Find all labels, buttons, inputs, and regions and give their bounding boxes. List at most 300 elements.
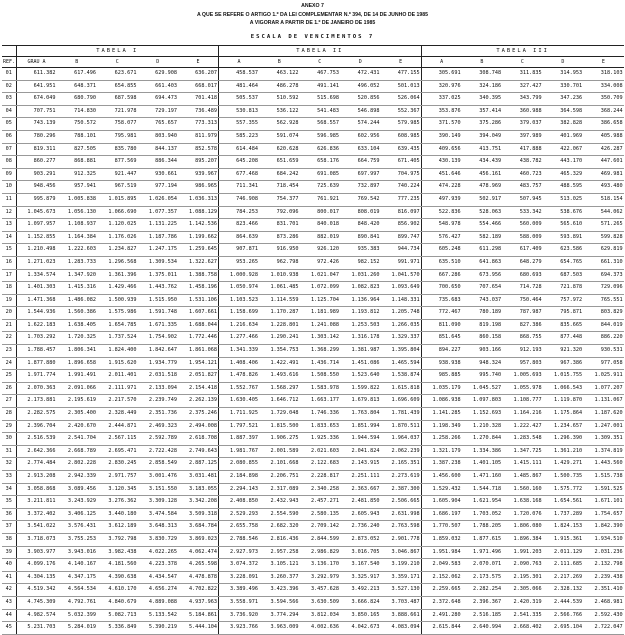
law-reference: A QUE SE REFERE O ARTIGO 1.º DA LEI COMPLEMENTAR N.º 394, DE 14 DE JUNHO DE 1985 <box>196 12 429 18</box>
salary-cell: 2.830.245 <box>97 458 138 471</box>
salary-cell: 2.668.402 <box>502 622 543 635</box>
salary-cell: 1.125.704 <box>300 294 341 307</box>
table-row <box>2 168 624 181</box>
salary-cell: 1.443.762 <box>138 282 179 295</box>
salary-cell: 2.682.320 <box>259 521 300 534</box>
salary-cell: 1.375.011 <box>138 269 179 282</box>
salary-cell: 645.208 <box>219 156 260 169</box>
salary-cell: 379.037 <box>502 118 543 131</box>
salary-cell: 2.091.066 <box>57 382 98 395</box>
salary-cell: 375.286 <box>462 118 503 131</box>
salary-cell: 1.870.511 <box>381 420 422 433</box>
salary-cell: 1.401.303 <box>16 282 57 295</box>
salary-cell: 493.480 <box>583 181 624 194</box>
salary-cell: 636.207 <box>178 68 219 81</box>
salary-cell: 635.510 <box>421 256 462 269</box>
salary-cell: 1.368.299 <box>300 345 341 358</box>
salary-cell: 1.485.867 <box>502 471 543 484</box>
salary-cell: 3.389.496 <box>219 584 260 597</box>
salary-cell: 750.464 <box>502 294 543 307</box>
salary-cell: 2.722.428 <box>138 445 179 458</box>
salary-cell: 626.836 <box>300 143 341 156</box>
ref-cell: 43 <box>2 596 16 609</box>
salary-cell: 701.418 <box>178 93 219 106</box>
salary-cell: 1.877.880 <box>16 357 57 370</box>
table-row <box>2 458 624 471</box>
salary-cell: 1.347.920 <box>57 269 98 282</box>
salary-cell: 1.671.101 <box>583 496 624 509</box>
salary-cell: 1.456.600 <box>421 471 462 484</box>
salary-cell: 3.228.091 <box>219 571 260 584</box>
salary-cell: 2.592.789 <box>138 433 179 446</box>
salary-cell: 4.062.474 <box>178 546 219 559</box>
salary-cell: 1.010.938 <box>259 269 300 282</box>
salary-cell: 1.781.439 <box>381 408 422 421</box>
salary-cell: 513.025 <box>543 193 584 206</box>
annex-title: ANEXO 7 <box>301 3 324 9</box>
salary-cell: 2.273.619 <box>381 471 422 484</box>
salary-cell: 5.284.019 <box>57 622 98 635</box>
salary-cell: 5.133.542 <box>138 609 179 622</box>
salary-cell: 4.002.636 <box>300 622 341 635</box>
ref-cell: 34 <box>2 483 16 496</box>
salary-cell: 3.342.208 <box>178 496 219 509</box>
table-row <box>2 307 624 320</box>
salary-cell: 3.031.481 <box>178 471 219 484</box>
salary-cell: 1.981.767 <box>219 445 260 458</box>
salary-cell: 2.001.589 <box>259 445 300 458</box>
salary-cell: 991.971 <box>381 256 422 269</box>
salary-cell: 611.382 <box>16 68 57 81</box>
salary-cell: 757.972 <box>543 294 584 307</box>
salary-cell: 939.967 <box>178 168 219 181</box>
salary-cell: 2.328.449 <box>97 408 138 421</box>
ref-cell: 19 <box>2 294 16 307</box>
salary-cell: 1.258.266 <box>421 433 462 446</box>
salary-cell: 995.740 <box>462 370 503 383</box>
salary-cell: 629.908 <box>138 68 179 81</box>
salary-cell: 2.262.139 <box>178 395 219 408</box>
ref-cell: 01 <box>2 68 16 81</box>
salary-cell: 3.046.867 <box>381 546 422 559</box>
grade-column-header: C <box>97 57 138 68</box>
salary-cell: 343.799 <box>502 93 543 106</box>
salary-cell: 926.120 <box>300 244 341 257</box>
table-row <box>2 382 624 395</box>
salary-cell: 3.755.253 <box>57 533 98 546</box>
salary-cell: 1.523.640 <box>340 370 381 383</box>
salary-cell: 617.409 <box>502 244 543 257</box>
salary-cell: 5.390.219 <box>138 622 179 635</box>
salary-cell: 1.045.527 <box>462 382 503 395</box>
salary-cell: 2.372.648 <box>421 596 462 609</box>
salary-cell: 2.305.066 <box>502 584 543 597</box>
salary-cell: 1.763.804 <box>340 408 381 421</box>
salary-cell: 350.709 <box>583 93 624 106</box>
salary-cell: 1.283.733 <box>57 256 98 269</box>
salary-cell: 823.466 <box>219 219 260 232</box>
grade-column-header: A <box>421 57 462 68</box>
salary-cell: 3.016.705 <box>340 546 381 559</box>
salary-cell: 488.595 <box>543 181 584 194</box>
salary-cell: 1.187.620 <box>583 408 624 421</box>
salary-cell: 1.934.510 <box>583 533 624 546</box>
salary-cell: 456.161 <box>462 168 503 181</box>
salary-cell: 2.111.971 <box>97 382 138 395</box>
ref-cell: 31 <box>2 445 16 458</box>
salary-cell: 405.988 <box>583 130 624 143</box>
salary-cell: 1.097.803 <box>462 395 503 408</box>
salary-cell: 1.142.536 <box>178 219 219 232</box>
salary-cell: 1.934.779 <box>138 357 179 370</box>
salary-cell: 2.695.471 <box>97 445 138 458</box>
salary-cell: 574.244 <box>340 118 381 131</box>
salary-cell: 1.654.561 <box>543 496 584 509</box>
salary-cell: 2.228.817 <box>300 471 341 484</box>
salary-cell: 386.658 <box>583 118 624 131</box>
salary-cell: 1.041.570 <box>381 269 422 282</box>
salary-cell: 1.529.432 <box>421 483 462 496</box>
salary-cell: 1.148.331 <box>381 294 422 307</box>
salary-cell: 721.978 <box>97 105 138 118</box>
salary-cell: 2.444.539 <box>543 596 584 609</box>
ref-cell: 33 <box>2 471 16 484</box>
salary-cell: 667.286 <box>421 269 462 282</box>
salary-cell: 588.009 <box>502 231 543 244</box>
grade-column-header: A <box>219 57 260 68</box>
salary-cell: 811.090 <box>421 319 462 332</box>
salary-cell: 568.557 <box>300 118 341 131</box>
salary-cell: 977.058 <box>583 357 624 370</box>
salary-cell: 491.141 <box>300 80 341 93</box>
salary-cell: 2.529.293 <box>219 508 260 521</box>
salary-cell: 1.103.523 <box>219 294 260 307</box>
salary-cell: 1.568.297 <box>259 382 300 395</box>
salary-cell: 467.753 <box>300 68 341 81</box>
salary-cell: 1.253.503 <box>340 319 381 332</box>
salary-cell: 1.896.384 <box>502 533 543 546</box>
salary-cell: 868.881 <box>57 156 98 169</box>
salary-cell: 2.259.665 <box>421 584 462 597</box>
salary-cell: 1.341.339 <box>219 345 260 358</box>
salary-cell: 1.036.313 <box>178 193 219 206</box>
salary-cell: 886.220 <box>583 332 624 345</box>
salary-cell: 451.646 <box>421 168 462 181</box>
ref-cell: 02 <box>2 80 16 93</box>
salary-cell: 1.471.160 <box>462 471 503 484</box>
table-row <box>2 93 624 106</box>
salary-cell: 1.247.001 <box>583 420 624 433</box>
salary-cell: 1.915.361 <box>543 533 584 546</box>
salary-cell: 477.155 <box>381 68 422 81</box>
salary-cell: 2.195.619 <box>57 395 98 408</box>
salary-cell: 533.342 <box>502 206 543 219</box>
salary-cell: 1.638.405 <box>57 319 98 332</box>
salary-cell: 1.266.035 <box>381 319 422 332</box>
salary-cell: 3.001.476 <box>138 471 179 484</box>
salary-cell: 1.210.328 <box>462 420 503 433</box>
salary-cell: 2.873.052 <box>340 533 381 546</box>
salary-cell: 827.505 <box>57 143 98 156</box>
salary-cell: 1.283.548 <box>502 433 543 446</box>
salary-cell: 886.344 <box>138 156 179 169</box>
salary-cell: 2.481.850 <box>340 496 381 509</box>
salary-cell: 2.541.335 <box>502 609 543 622</box>
salary-cell: 1.316.178 <box>340 332 381 345</box>
salary-cell: 1.605.904 <box>421 496 462 509</box>
salary-cell: 780.296 <box>16 130 57 143</box>
salary-cell: 3.372.402 <box>16 508 57 521</box>
salary-cell: 633.104 <box>340 143 381 156</box>
salary-cell: 743.037 <box>462 294 503 307</box>
salary-cell: 1.429.271 <box>543 458 584 471</box>
salary-cell: 2.618.708 <box>178 433 219 446</box>
table-row <box>2 130 624 143</box>
salary-cell: 413.751 <box>462 143 503 156</box>
salary-cell: 438.782 <box>502 156 543 169</box>
salary-cell: 4.223.378 <box>138 559 179 572</box>
salary-cell: 957.803 <box>502 357 543 370</box>
salary-cell: 2.305.400 <box>57 408 98 421</box>
salary-cell: 2.506.665 <box>381 496 422 509</box>
salary-cell: 860.158 <box>462 332 503 345</box>
salary-cell: 754.377 <box>259 193 300 206</box>
salary-cell: 1.082.823 <box>340 282 381 295</box>
salary-cell: 2.090.763 <box>502 559 543 572</box>
salary-cell: 735.683 <box>421 294 462 307</box>
salary-cell: 1.175.864 <box>543 408 584 421</box>
salary-cell: 1.443.560 <box>583 458 624 471</box>
salary-cell: 1.531.106 <box>178 294 219 307</box>
salary-cell: 1.896.658 <box>57 357 98 370</box>
grade-column-header: B <box>462 57 503 68</box>
table-row <box>2 584 624 597</box>
salary-cell: 2.640.994 <box>462 622 503 635</box>
table-row <box>2 294 624 307</box>
ref-cell: 22 <box>2 332 16 345</box>
salary-cell: 501.013 <box>381 80 422 93</box>
salary-cell: 827.386 <box>502 319 543 332</box>
salary-cell: 1.861.068 <box>178 345 219 358</box>
salary-cell: 496.052 <box>340 80 381 93</box>
salary-cell: 3.684.784 <box>178 521 219 534</box>
salary-cell: 2.165.351 <box>381 458 422 471</box>
ref-cell: 25 <box>2 370 16 383</box>
salary-cell: 1.216.634 <box>219 319 260 332</box>
salary-cell: 787.987 <box>502 307 543 320</box>
salary-cell: 912.193 <box>502 345 543 358</box>
salary-cell: 1.429.466 <box>97 282 138 295</box>
table-row <box>2 118 624 131</box>
salary-cell: 548.978 <box>421 219 462 232</box>
salary-cell: 3.869.023 <box>178 533 219 546</box>
salary-cell: 641.863 <box>462 256 503 269</box>
ref-cell: 04 <box>2 105 16 118</box>
salary-cell: 2.251.111 <box>340 471 381 484</box>
salary-cell: 3.541.022 <box>16 521 57 534</box>
salary-cell: 639.435 <box>381 143 422 156</box>
table-row <box>2 609 624 622</box>
salary-cell: 510.592 <box>259 93 300 106</box>
salary-cell: 1.500.939 <box>97 294 138 307</box>
salary-cell: 562.928 <box>259 118 300 131</box>
grade-column-header: D <box>340 57 381 68</box>
salary-cell: 360.988 <box>502 105 543 118</box>
salary-cell: 1.077.357 <box>138 206 179 219</box>
salary-cell: 1.056.130 <box>57 206 98 219</box>
salary-cell: 1.181.989 <box>300 307 341 320</box>
salary-cell: 593.891 <box>543 231 584 244</box>
salary-cell: 944.734 <box>381 244 422 257</box>
salary-cell: 819.198 <box>462 319 503 332</box>
table-row <box>2 269 624 282</box>
salary-cell: 552.367 <box>381 105 422 118</box>
salary-cell: 518.154 <box>583 193 624 206</box>
salary-cell: 1.152.855 <box>16 231 57 244</box>
salary-cell: 967.519 <box>97 181 138 194</box>
salary-cell: 1.131.067 <box>583 395 624 408</box>
salary-cell: 1.000.928 <box>219 269 260 282</box>
salary-cell: 1.158.699 <box>219 307 260 320</box>
salary-cell: 1.021.047 <box>300 269 341 282</box>
salary-cell: 2.901.778 <box>381 533 422 546</box>
salary-cell: 2.101.668 <box>259 458 300 471</box>
salary-cell: 364.598 <box>543 105 584 118</box>
salary-cell: 422.067 <box>543 143 584 156</box>
salary-cell: 1.621.954 <box>462 496 503 509</box>
table-row <box>2 521 624 534</box>
salary-cell: 2.062.239 <box>381 445 422 458</box>
table-row <box>2 559 624 572</box>
salary-cell: 2.049.583 <box>421 559 462 572</box>
salary-cell: 1.842.647 <box>138 345 179 358</box>
salary-cell: 582.189 <box>462 231 503 244</box>
salary-cell: 658.176 <box>300 156 341 169</box>
scale-title: ESCALA DE VENCIMENTOS 7 <box>250 34 375 40</box>
salary-cell: 1.478.826 <box>219 370 260 383</box>
salary-cell: 1.031.260 <box>340 269 381 282</box>
salary-cell: 2.375.246 <box>178 408 219 421</box>
salary-cell: 2.408.850 <box>219 496 260 509</box>
salary-cell: 1.108.937 <box>57 219 98 232</box>
salary-cell: 3.903.977 <box>16 546 57 559</box>
salary-cell: 3.612.189 <box>97 521 138 534</box>
salary-cell: 1.788.205 <box>462 521 503 534</box>
salary-cell: 3.325.917 <box>340 571 381 584</box>
salary-cell: 530.813 <box>219 105 260 118</box>
salary-cell: 591.074 <box>259 130 300 143</box>
salary-cell: 1.015.895 <box>97 193 138 206</box>
salary-cell: 3.963.009 <box>259 622 300 635</box>
ref-cell: 28 <box>2 408 16 421</box>
salary-cell: 2.913.208 <box>16 471 57 484</box>
salary-cell: 1.025.911 <box>583 370 624 383</box>
salary-cell: 808.019 <box>340 206 381 219</box>
salary-cell: 623.671 <box>97 68 138 81</box>
salary-cell: 4.889.088 <box>138 596 179 609</box>
salary-cell: 1.591.748 <box>138 307 179 320</box>
salary-cell: 5.184.861 <box>178 609 219 622</box>
salary-cell: 651.659 <box>259 156 300 169</box>
salary-cell: 2.328.132 <box>543 584 584 597</box>
salary-cell: 1.599.822 <box>340 382 381 395</box>
table-row <box>2 533 624 546</box>
salary-cell: 921.320 <box>543 345 584 358</box>
salary-cell: 1.436.714 <box>300 357 341 370</box>
salary-cell: 1.387.238 <box>421 458 462 471</box>
salary-cell: 2.070.071 <box>462 559 503 572</box>
salary-cell: 750.572 <box>57 118 98 131</box>
salary-cell: 340.395 <box>462 93 503 106</box>
salary-cell: 320.976 <box>421 80 462 93</box>
salary-cell: 2.494.008 <box>178 420 219 433</box>
salary-cell: 2.031.518 <box>138 370 179 383</box>
salary-cell: 648.371 <box>57 80 98 93</box>
salary-cell: 390.149 <box>421 130 462 143</box>
salary-cell: 985.885 <box>421 370 462 383</box>
salary-cell: 3.648.313 <box>138 521 179 534</box>
salary-cell: 1.055.978 <box>502 382 543 395</box>
grade-column-header: C <box>502 57 543 68</box>
salary-cell: 938.938 <box>421 357 462 370</box>
salary-cell: 1.944.594 <box>340 433 381 446</box>
ref-cell: 35 <box>2 496 16 509</box>
salary-cell: 1.887.397 <box>219 433 260 446</box>
salary-cell: 334.008 <box>583 80 624 93</box>
salary-cell: 835.665 <box>543 319 584 332</box>
salary-cell: 3.982.438 <box>97 546 138 559</box>
salary-cell: 3.105.121 <box>259 559 300 572</box>
salary-cell: 2.363.667 <box>340 483 381 496</box>
salary-cell: 1.045.673 <box>16 206 57 219</box>
salary-cell: 544.062 <box>583 206 624 219</box>
salary-cell: 819.311 <box>16 143 57 156</box>
salary-cell: 697.997 <box>340 168 381 181</box>
salary-cell: 1.671.335 <box>138 319 179 332</box>
salary-cell: 311.835 <box>502 68 543 81</box>
salary-cell: 2.041.824 <box>340 445 381 458</box>
salary-cell: 680.693 <box>502 269 543 282</box>
ref-cell: 21 <box>2 319 16 332</box>
salary-cell: 2.282.575 <box>16 408 57 421</box>
salary-cell: 3.812.034 <box>300 609 341 622</box>
salary-cell: 1.061.485 <box>259 282 300 295</box>
salary-cell: 1.334.574 <box>16 269 57 282</box>
salary-cell: 2.468.981 <box>583 596 624 609</box>
ref-cell: 24 <box>2 357 16 370</box>
salary-cell: 1.005.838 <box>57 193 98 206</box>
salary-cell: 2.668.789 <box>57 445 98 458</box>
salary-cell: 3.630.509 <box>300 596 341 609</box>
salary-cell: 585.223 <box>219 130 260 143</box>
column-header-row <box>2 57 624 68</box>
salary-cell: 860.277 <box>16 156 57 169</box>
grade-column-header: E <box>178 57 219 68</box>
salary-cell: 557.355 <box>219 118 260 131</box>
salary-cell: 623.586 <box>543 244 584 257</box>
salary-cell: 873.286 <box>259 231 300 244</box>
salary-cell: 2.239.438 <box>583 571 624 584</box>
salary-cell: 671.405 <box>381 156 422 169</box>
ref-cell: 17 <box>2 269 16 282</box>
table-row <box>2 445 624 458</box>
salary-cell: 3.136.170 <box>300 559 341 572</box>
table-row <box>2 345 624 358</box>
salary-cell: 382.828 <box>543 118 584 131</box>
salary-cell: 711.341 <box>219 181 260 194</box>
ref-cell: 13 <box>2 219 16 232</box>
salary-cell: 611.298 <box>462 244 503 257</box>
